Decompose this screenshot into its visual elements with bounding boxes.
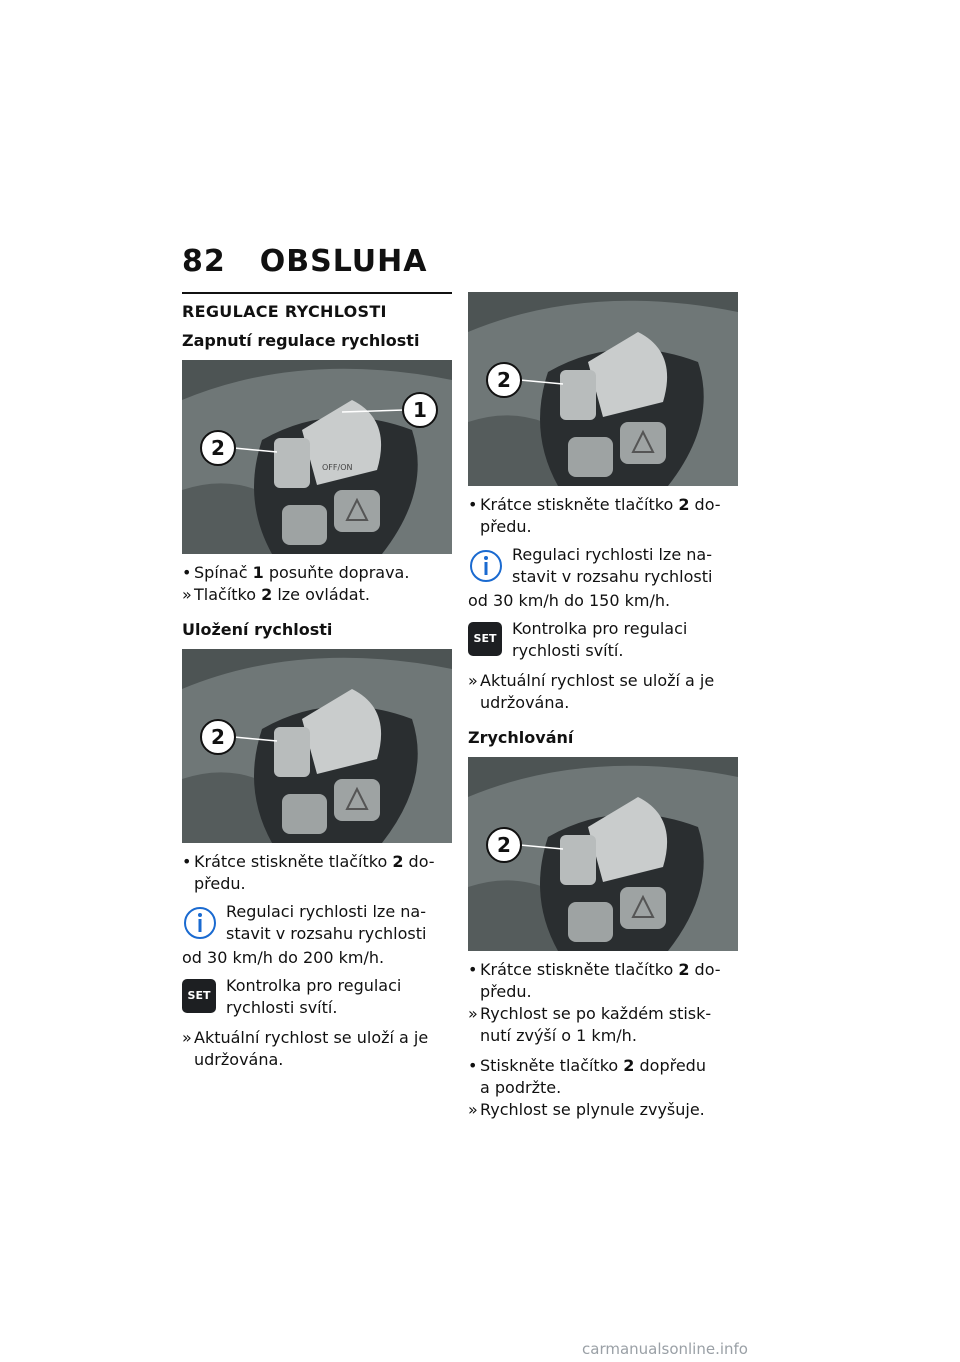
callout-2: 2 (497, 368, 511, 392)
photo-switch-2 (182, 649, 452, 843)
page-number: 82 (182, 244, 226, 279)
list-item: » Rychlost se po každém stisk- nutí zvýší o 1 km/h. (468, 1004, 712, 1045)
photo-label-offon: OFF/ON (322, 463, 353, 472)
photo-switch-3 (468, 292, 738, 486)
list-item: • Krátce stiskněte tlačítko 2 do- předu. (468, 960, 721, 1001)
subheading-store: Uložení rychlosti (182, 620, 333, 639)
photo-switch-4 (468, 757, 738, 951)
list-item: • Stiskněte tlačítko 2 dopředu a podržte. (468, 1056, 706, 1097)
list-item: » Aktuální rychlost se uloží a je udržována. (182, 1028, 429, 1069)
photo-switch-1 (182, 360, 452, 554)
subheading-enable: Zapnutí regulace rychlosti (182, 331, 420, 350)
list-item: » Rychlost se plynule zvyšuje. (468, 1100, 705, 1119)
set-indicator-note: SET Kontrolka pro regulaci rychlosti svítí. (182, 975, 452, 1019)
info-note: Regulaci rychlosti lze na- stavit v rozsahu rychlosti od 30 km/h do 200 km/h. (182, 902, 427, 967)
list-item: » Tlačítko 2 lze ovládat. (182, 585, 370, 604)
callout-1: 1 (413, 398, 427, 422)
list-item: • Krátce stiskněte tlačítko 2 do- předu. (182, 852, 435, 893)
set-indicator-note: SET Kontrolka pro regulaci rychlosti svítí. (468, 618, 738, 662)
page-header (182, 244, 427, 279)
info-icon (182, 903, 218, 947)
list-item: • Spínač 1 posuňte doprava. (182, 563, 410, 582)
subheading-accelerate: Zrychlování (468, 728, 574, 747)
left-column (182, 292, 452, 1071)
callout-2: 2 (211, 436, 225, 460)
callout-2: 2 (497, 833, 511, 857)
set-indicator-icon: SET (468, 622, 502, 656)
callout-2: 2 (211, 725, 225, 749)
set-indicator-icon: SET (182, 979, 216, 1013)
right-column (468, 292, 738, 1121)
section-title: REGULACE RYCHLOSTI (182, 292, 452, 321)
chapter-title: OBSLUHA (259, 244, 428, 279)
list-item: » Aktuální rychlost se uloží a je udržována. (468, 671, 715, 712)
list-item: • Krátce stiskněte tlačítko 2 do- předu. (468, 495, 721, 536)
info-note: Regulaci rychlosti lze na- stavit v rozsahu rychlosti od 30 km/h do 150 km/h. (468, 545, 713, 610)
watermark-footer: carmanualsonline.info (582, 1340, 748, 1358)
info-icon (468, 546, 504, 590)
